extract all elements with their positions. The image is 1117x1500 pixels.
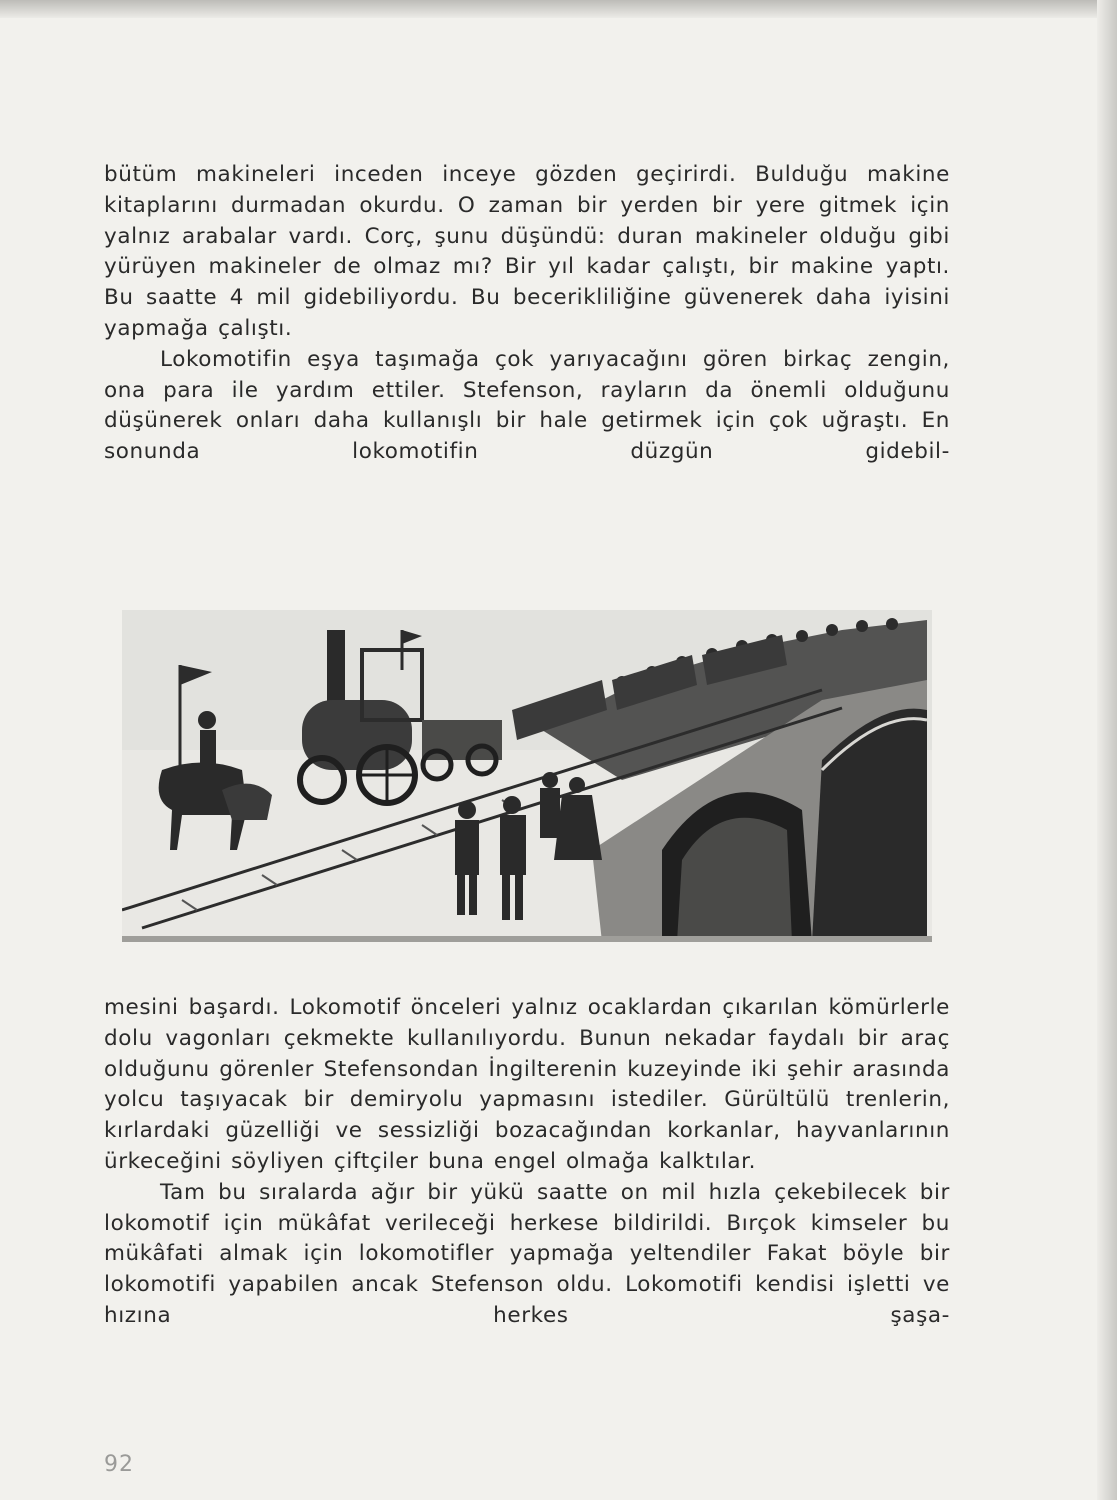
paragraph: bütüm makineleri inceden inceye gözden geçirirdi. Bulduğu makine kitaplarını durmadan okurdu. O zaman bir yerden bir yere gitmek için yalnız arabalar vardı. Corç, şunu düşündü: duran makineler olduğu gibi yürüyen makineler de olmaz mı? Bir yıl kadar çalıştı, bir makine yaptı. Bu saatte 4 mil gidebiliyordu. Bu becerikliliğine güvenerek daha iyisini yapmağa çalıştı.	[104, 162, 950, 341]
page-right-edge	[1097, 0, 1117, 1500]
locomotive-illustration	[122, 610, 932, 942]
page-number: 92	[104, 1452, 134, 1477]
illustration-drawing	[122, 610, 932, 942]
page-top-edge	[0, 0, 1117, 18]
paragraph: mesini başardı. Lokomotif önceleri yalnız ocaklardan çıkarılan kömürlerle dolu vagonları çekmekte kullanılıyordu. Bunun nekadar faydalı bir araç olduğunu görenler Stefensondan İngilterenin kuzeyinde iki şehir arasında yolcu taşıyacak bir demiryolu yapmasını istediler. Gürültülü trenlerin, kırlardaki güzelliği ve sessizliği bozacağından korkanlar, hayvanlarının ürkeceğini söyliyen çiftçiler buna engel olmağa kalktılar.	[104, 995, 950, 1174]
paragraph: Tam bu sıralarda ağır bir yükü saatte on mil hızla çekebilecek bir lokomotif için mükâfat verileceği herkese bildirildi. Bırçok kimseler bu mükâfati almak için lokomotifler yapmağa yeltendiler Fakat böyle bir lokomotifi yapabilen ancak Stefenson oldu. Lokomotifi kendisi işletti ve hızına herkes şaşa-	[104, 1179, 950, 1328]
text-block-bottom	[104, 993, 950, 1332]
paragraph: Lokomotifin eşya taşımağa çok yarıyacağını gören birkaç zengin, ona para ile yardım ettiler. Stefenson, rayların da önemli olduğunu düşünerek onları daha kullanışlı bir hale getirmek için çok uğraştı. En sonunda lokomotifin düzgün gidebil-	[104, 346, 950, 465]
text-block-top	[104, 160, 950, 468]
